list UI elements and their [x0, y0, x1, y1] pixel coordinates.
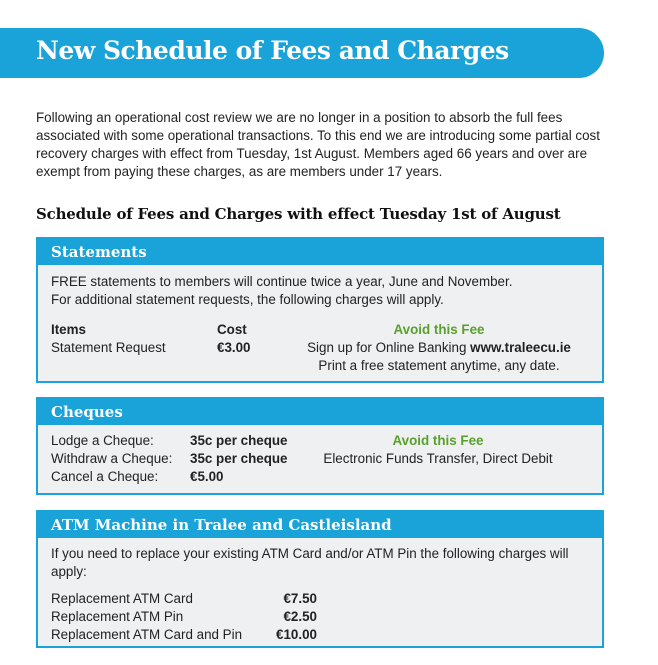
lodge-cheque-label: Lodge a Cheque: [51, 433, 154, 448]
withdraw-cheque-label: Withdraw a Cheque: [51, 451, 173, 466]
statements-line2: For additional statement requests, the following charges will apply. [51, 292, 444, 307]
cheques-avoid-fee-text: Electronic Funds Transfer, Direct Debit [323, 451, 553, 466]
cheques-panel [36, 397, 604, 495]
atm-pin-cost: €2.50 [283, 609, 317, 624]
atm-card-and-pin-label: Replacement ATM Card and Pin [51, 627, 243, 642]
atm-header: ATM Machine in Tralee and Castleisland [38, 512, 602, 538]
lodge-cheque-cost: 35c per cheque [190, 433, 288, 448]
intro-paragraph: Following an operational cost review we are no longer in a position to absorb the full fees associated with some operational transactions. To this end we are introducing some partial cost recovery charges with effect from Tuesday, 1st August. Members aged 66 years and over are exempt from paying these charges, as are members under 17 years. [36, 110, 600, 179]
schedule-heading: Schedule of Fees and Charges with effect Tuesday 1st of August [36, 205, 561, 223]
cheques-header: Cheques [38, 399, 602, 425]
atm-line2: apply: [51, 564, 87, 579]
title-banner [0, 28, 604, 78]
statements-header: Statements [38, 239, 602, 265]
online-banking-line [274, 340, 604, 355]
items-column-header: Items [51, 322, 86, 337]
cancel-cheque-cost: €5.00 [190, 469, 224, 484]
online-banking-text: Sign up for Online Banking [307, 340, 471, 355]
atm-line1: If you need to replace your existing ATM Card and/or ATM Pin the following charges will [51, 546, 569, 561]
cheques-avoid-fee-header: Avoid this Fee [392, 433, 484, 448]
atm-card-and-pin-cost: €10.00 [276, 627, 317, 642]
atm-card-cost: €7.50 [283, 591, 317, 606]
print-statement-line: Print a free statement anytime, any date. [318, 358, 560, 373]
statement-request-cost: €3.00 [217, 340, 251, 355]
website-link[interactable]: www.traleecu.ie [470, 340, 571, 355]
atm-card-label: Replacement ATM Card [51, 591, 193, 606]
atm-panel [36, 510, 604, 648]
statements-line1: FREE statements to members will continue twice a year, June and November. [51, 274, 513, 289]
statements-panel [36, 237, 604, 383]
page-title: New Schedule of Fees and Charges [36, 36, 509, 65]
cancel-cheque-label: Cancel a Cheque: [51, 469, 159, 484]
atm-pin-label: Replacement ATM Pin [51, 609, 184, 624]
withdraw-cheque-cost: 35c per cheque [190, 451, 288, 466]
statement-request-item: Statement Request [51, 340, 166, 355]
statements-avoid-fee-header: Avoid this Fee [393, 322, 485, 337]
cost-column-header: Cost [217, 322, 247, 337]
